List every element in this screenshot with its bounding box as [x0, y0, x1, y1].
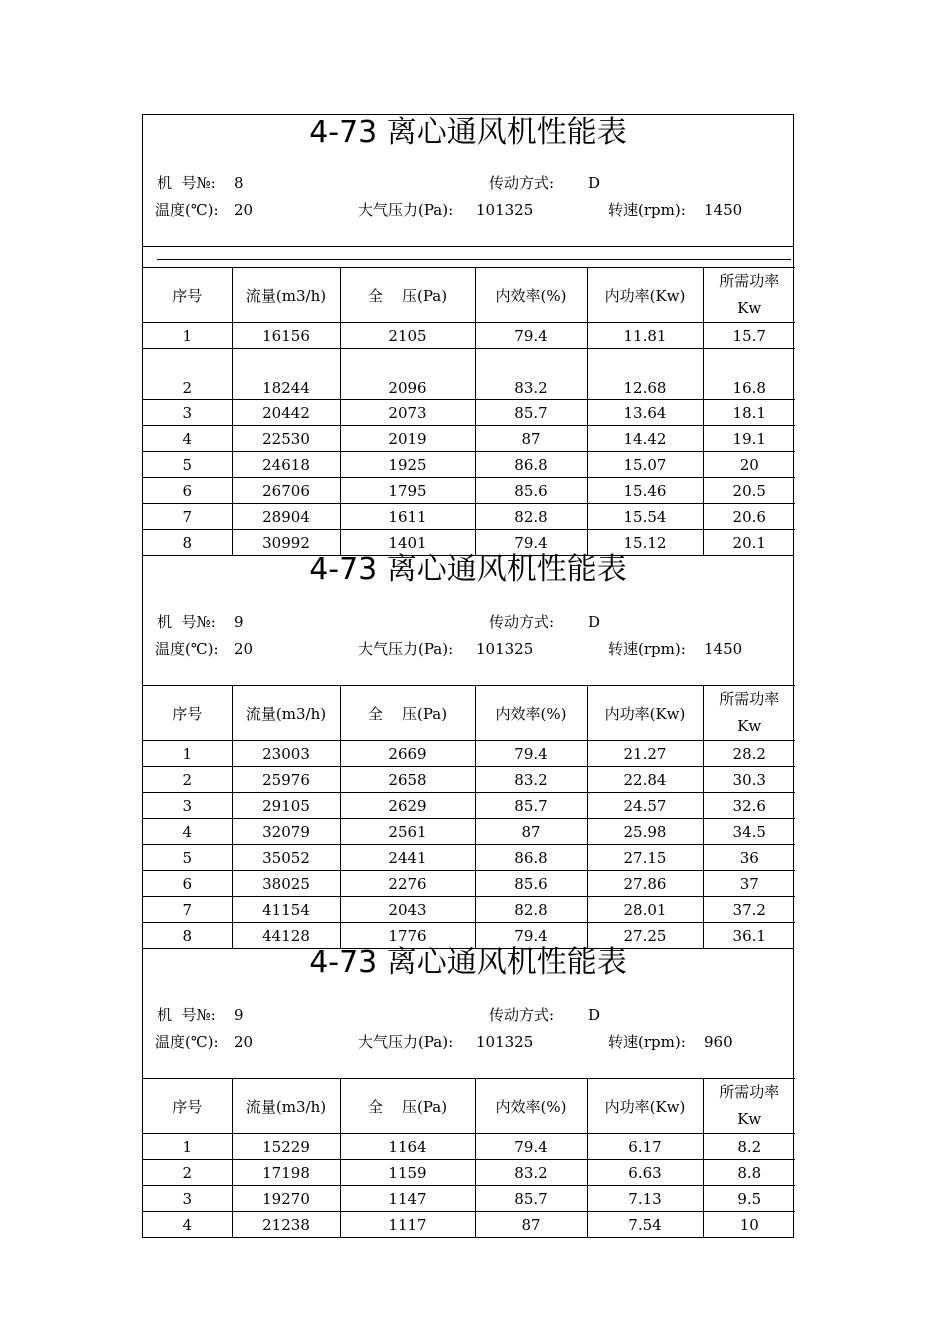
cell: 15.7 — [703, 323, 795, 349]
table-row — [143, 1160, 795, 1186]
header-required-power-line2: Kw — [737, 299, 762, 317]
cell: 28.01 — [587, 897, 703, 923]
cell: 2 — [143, 767, 232, 793]
drive-value: D — [588, 1006, 601, 1024]
performance-table — [143, 1078, 795, 1237]
fan-table-block-1 — [142, 114, 794, 555]
cell: 8 — [143, 530, 232, 556]
table-row — [143, 767, 795, 793]
cell: 27.25 — [587, 923, 703, 949]
header-required-power-line1: 所需功率 — [719, 272, 780, 290]
cell: 79.4 — [475, 923, 587, 949]
cell: 25976 — [232, 767, 340, 793]
cell: 34.5 — [703, 819, 795, 845]
cell: 19.1 — [703, 426, 795, 452]
cell: 2276 — [340, 871, 475, 897]
header-required-power-line1: 所需功率 — [719, 690, 780, 708]
table-row — [143, 871, 795, 897]
header-flow: 流量(m3/h) — [232, 1079, 340, 1134]
document — [142, 114, 794, 1238]
table-row — [143, 819, 795, 845]
table-row — [143, 1134, 795, 1160]
cell: 82.8 — [475, 504, 587, 530]
table-header-row — [143, 268, 795, 323]
temperature-label: 温度(℃): — [155, 201, 219, 219]
table-row — [143, 845, 795, 871]
cell: 37 — [703, 871, 795, 897]
cell: 44128 — [232, 923, 340, 949]
cell: 1795 — [340, 478, 475, 504]
drive-label: 传动方式: — [489, 1006, 555, 1024]
cell: 1147 — [340, 1186, 475, 1212]
cell: 14.42 — [587, 426, 703, 452]
cell: 22530 — [232, 426, 340, 452]
cell: 79.4 — [475, 530, 587, 556]
cell: 1117 — [340, 1212, 475, 1238]
cell: 19270 — [232, 1186, 340, 1212]
cell: 1925 — [340, 452, 475, 478]
cell: 36 — [703, 845, 795, 871]
cell: 15.46 — [587, 478, 703, 504]
cell: 6 — [143, 871, 232, 897]
cell: 82.8 — [475, 897, 587, 923]
machine-label: 机 号№: — [157, 174, 216, 192]
cell: 3 — [143, 400, 232, 426]
cell: 2073 — [340, 400, 475, 426]
pressure-value: 101325 — [476, 201, 534, 219]
machine-label: 机 号№: — [157, 613, 216, 631]
cell: 15.07 — [587, 452, 703, 478]
header-flow: 流量(m3/h) — [232, 268, 340, 323]
table-row — [143, 478, 795, 504]
header-flow: 流量(m3/h) — [232, 686, 340, 741]
cell: 8 — [143, 923, 232, 949]
cell: 4 — [143, 1212, 232, 1238]
machine-value: 9 — [234, 1006, 244, 1024]
temperature-label: 温度(℃): — [155, 1033, 219, 1051]
cell: 6 — [143, 478, 232, 504]
speed-value: 1450 — [704, 201, 743, 219]
cell: 1776 — [340, 923, 475, 949]
header-required-power-line1: 所需功率 — [719, 1083, 780, 1101]
speed-label: 转速(rpm): — [608, 1033, 686, 1051]
header-required-power-line2: Kw — [737, 717, 762, 735]
cell: 35052 — [232, 845, 340, 871]
cell: 1611 — [340, 504, 475, 530]
cell: 5 — [143, 452, 232, 478]
cell: 87 — [475, 426, 587, 452]
table-row — [143, 452, 795, 478]
cell: 32.6 — [703, 793, 795, 819]
cell: 1159 — [340, 1160, 475, 1186]
cell: 79.4 — [475, 1134, 587, 1160]
header-internal-power: 内功率(Kw) — [587, 268, 703, 323]
drive-label: 传动方式: — [489, 613, 555, 631]
spec-info — [143, 161, 793, 246]
header-index: 序号 — [143, 686, 232, 741]
spacer-row — [143, 246, 793, 267]
cell: 41154 — [232, 897, 340, 923]
cell: 18.1 — [703, 400, 795, 426]
cell: 83.2 — [475, 349, 587, 400]
header-required-power — [703, 686, 795, 741]
cell: 10 — [703, 1212, 795, 1238]
cell: 11.81 — [587, 323, 703, 349]
underline-divider — [157, 259, 791, 260]
cell: 85.7 — [475, 400, 587, 426]
cell: 23003 — [232, 741, 340, 767]
cell: 20.6 — [703, 504, 795, 530]
pressure-label: 大气压力(Pa): — [358, 1033, 454, 1051]
cell: 87 — [475, 819, 587, 845]
cell: 16156 — [232, 323, 340, 349]
cell: 85.7 — [475, 793, 587, 819]
header-internal-power: 内功率(Kw) — [587, 686, 703, 741]
spec-info — [143, 981, 793, 1078]
cell: 21.27 — [587, 741, 703, 767]
cell: 20.1 — [703, 530, 795, 556]
table-row — [143, 323, 795, 349]
cell: 8.2 — [703, 1134, 795, 1160]
header-index: 序号 — [143, 268, 232, 323]
header-internal-power: 内功率(Kw) — [587, 1079, 703, 1134]
temperature-value: 20 — [234, 201, 254, 219]
cell: 13.64 — [587, 400, 703, 426]
cell: 2096 — [340, 349, 475, 400]
header-pressure: 全 压(Pa) — [340, 268, 475, 323]
table-row — [143, 741, 795, 767]
cell: 30.3 — [703, 767, 795, 793]
cell: 8.8 — [703, 1160, 795, 1186]
cell: 4 — [143, 426, 232, 452]
pressure-value: 101325 — [476, 1033, 534, 1051]
header-efficiency: 内效率(%) — [475, 268, 587, 323]
cell: 2 — [143, 349, 232, 400]
speed-label: 转速(rpm): — [608, 640, 686, 658]
speed-label: 转速(rpm): — [608, 201, 686, 219]
cell: 26706 — [232, 478, 340, 504]
cell: 7 — [143, 504, 232, 530]
cell: 30992 — [232, 530, 340, 556]
cell: 2 — [143, 1160, 232, 1186]
cell: 85.6 — [475, 478, 587, 504]
cell: 28.2 — [703, 741, 795, 767]
cell: 15.54 — [587, 504, 703, 530]
cell: 29105 — [232, 793, 340, 819]
cell: 6.17 — [587, 1134, 703, 1160]
cell: 2105 — [340, 323, 475, 349]
table-header-row — [143, 686, 795, 741]
cell: 83.2 — [475, 767, 587, 793]
table-title: 4-73 离心通风机性能表 — [309, 552, 627, 587]
cell: 3 — [143, 1186, 232, 1212]
cell: 36.1 — [703, 923, 795, 949]
cell: 9.5 — [703, 1186, 795, 1212]
cell: 2441 — [340, 845, 475, 871]
table-row — [143, 426, 795, 452]
table-row — [143, 793, 795, 819]
cell: 2019 — [340, 426, 475, 452]
table-row — [143, 504, 795, 530]
temperature-value: 20 — [234, 1033, 254, 1051]
cell: 22.84 — [587, 767, 703, 793]
temperature-value: 20 — [234, 640, 254, 658]
cell: 2629 — [340, 793, 475, 819]
cell: 6.63 — [587, 1160, 703, 1186]
cell: 27.86 — [587, 871, 703, 897]
cell: 1 — [143, 323, 232, 349]
pressure-label: 大气压力(Pa): — [358, 640, 454, 658]
cell: 79.4 — [475, 323, 587, 349]
drive-label: 传动方式: — [489, 174, 555, 192]
cell: 7 — [143, 897, 232, 923]
header-efficiency: 内效率(%) — [475, 1079, 587, 1134]
cell: 20.5 — [703, 478, 795, 504]
cell: 5 — [143, 845, 232, 871]
fan-table-block-2 — [142, 552, 794, 948]
cell: 18244 — [232, 349, 340, 400]
table-row — [143, 1186, 795, 1212]
header-required-power — [703, 268, 795, 323]
cell: 86.8 — [475, 845, 587, 871]
table-header-row — [143, 1079, 795, 1134]
header-required-power — [703, 1079, 795, 1134]
header-pressure: 全 压(Pa) — [340, 1079, 475, 1134]
cell: 27.15 — [587, 845, 703, 871]
cell: 79.4 — [475, 741, 587, 767]
temperature-label: 温度(℃): — [155, 640, 219, 658]
cell: 1 — [143, 741, 232, 767]
fan-table-block-3 — [142, 945, 794, 1238]
drive-value: D — [588, 613, 601, 631]
cell: 2669 — [340, 741, 475, 767]
cell: 83.2 — [475, 1160, 587, 1186]
cell: 21238 — [232, 1212, 340, 1238]
cell: 2561 — [340, 819, 475, 845]
cell: 20 — [703, 452, 795, 478]
cell: 86.8 — [475, 452, 587, 478]
cell: 32079 — [232, 819, 340, 845]
table-row — [143, 349, 795, 400]
speed-value: 1450 — [704, 640, 743, 658]
table-title: 4-73 离心通风机性能表 — [309, 115, 627, 150]
cell: 2658 — [340, 767, 475, 793]
header-pressure: 全 压(Pa) — [340, 686, 475, 741]
cell: 38025 — [232, 871, 340, 897]
cell: 24618 — [232, 452, 340, 478]
cell: 28904 — [232, 504, 340, 530]
table-row — [143, 400, 795, 426]
machine-label: 机 号№: — [157, 1006, 216, 1024]
cell: 25.98 — [587, 819, 703, 845]
table-row — [143, 897, 795, 923]
cell: 37.2 — [703, 897, 795, 923]
cell: 87 — [475, 1212, 587, 1238]
cell: 15.12 — [587, 530, 703, 556]
cell: 1164 — [340, 1134, 475, 1160]
cell: 1401 — [340, 530, 475, 556]
header-efficiency: 内效率(%) — [475, 686, 587, 741]
pressure-value: 101325 — [476, 640, 534, 658]
cell: 85.6 — [475, 871, 587, 897]
machine-value: 8 — [234, 174, 244, 192]
cell: 15229 — [232, 1134, 340, 1160]
table-row — [143, 1212, 795, 1238]
performance-table — [143, 685, 795, 948]
speed-value: 960 — [704, 1033, 733, 1051]
header-required-power-line2: Kw — [737, 1110, 762, 1128]
cell: 17198 — [232, 1160, 340, 1186]
cell: 16.8 — [703, 349, 795, 400]
cell: 2043 — [340, 897, 475, 923]
cell: 85.7 — [475, 1186, 587, 1212]
table-title: 4-73 离心通风机性能表 — [309, 945, 627, 980]
cell: 24.57 — [587, 793, 703, 819]
cell: 1 — [143, 1134, 232, 1160]
cell: 7.13 — [587, 1186, 703, 1212]
pressure-label: 大气压力(Pa): — [358, 201, 454, 219]
cell: 7.54 — [587, 1212, 703, 1238]
cell: 3 — [143, 793, 232, 819]
cell: 4 — [143, 819, 232, 845]
drive-value: D — [588, 174, 601, 192]
cell: 20442 — [232, 400, 340, 426]
cell: 12.68 — [587, 349, 703, 400]
spec-info — [143, 588, 793, 685]
performance-table — [143, 267, 795, 555]
header-index: 序号 — [143, 1079, 232, 1134]
machine-value: 9 — [234, 613, 244, 631]
